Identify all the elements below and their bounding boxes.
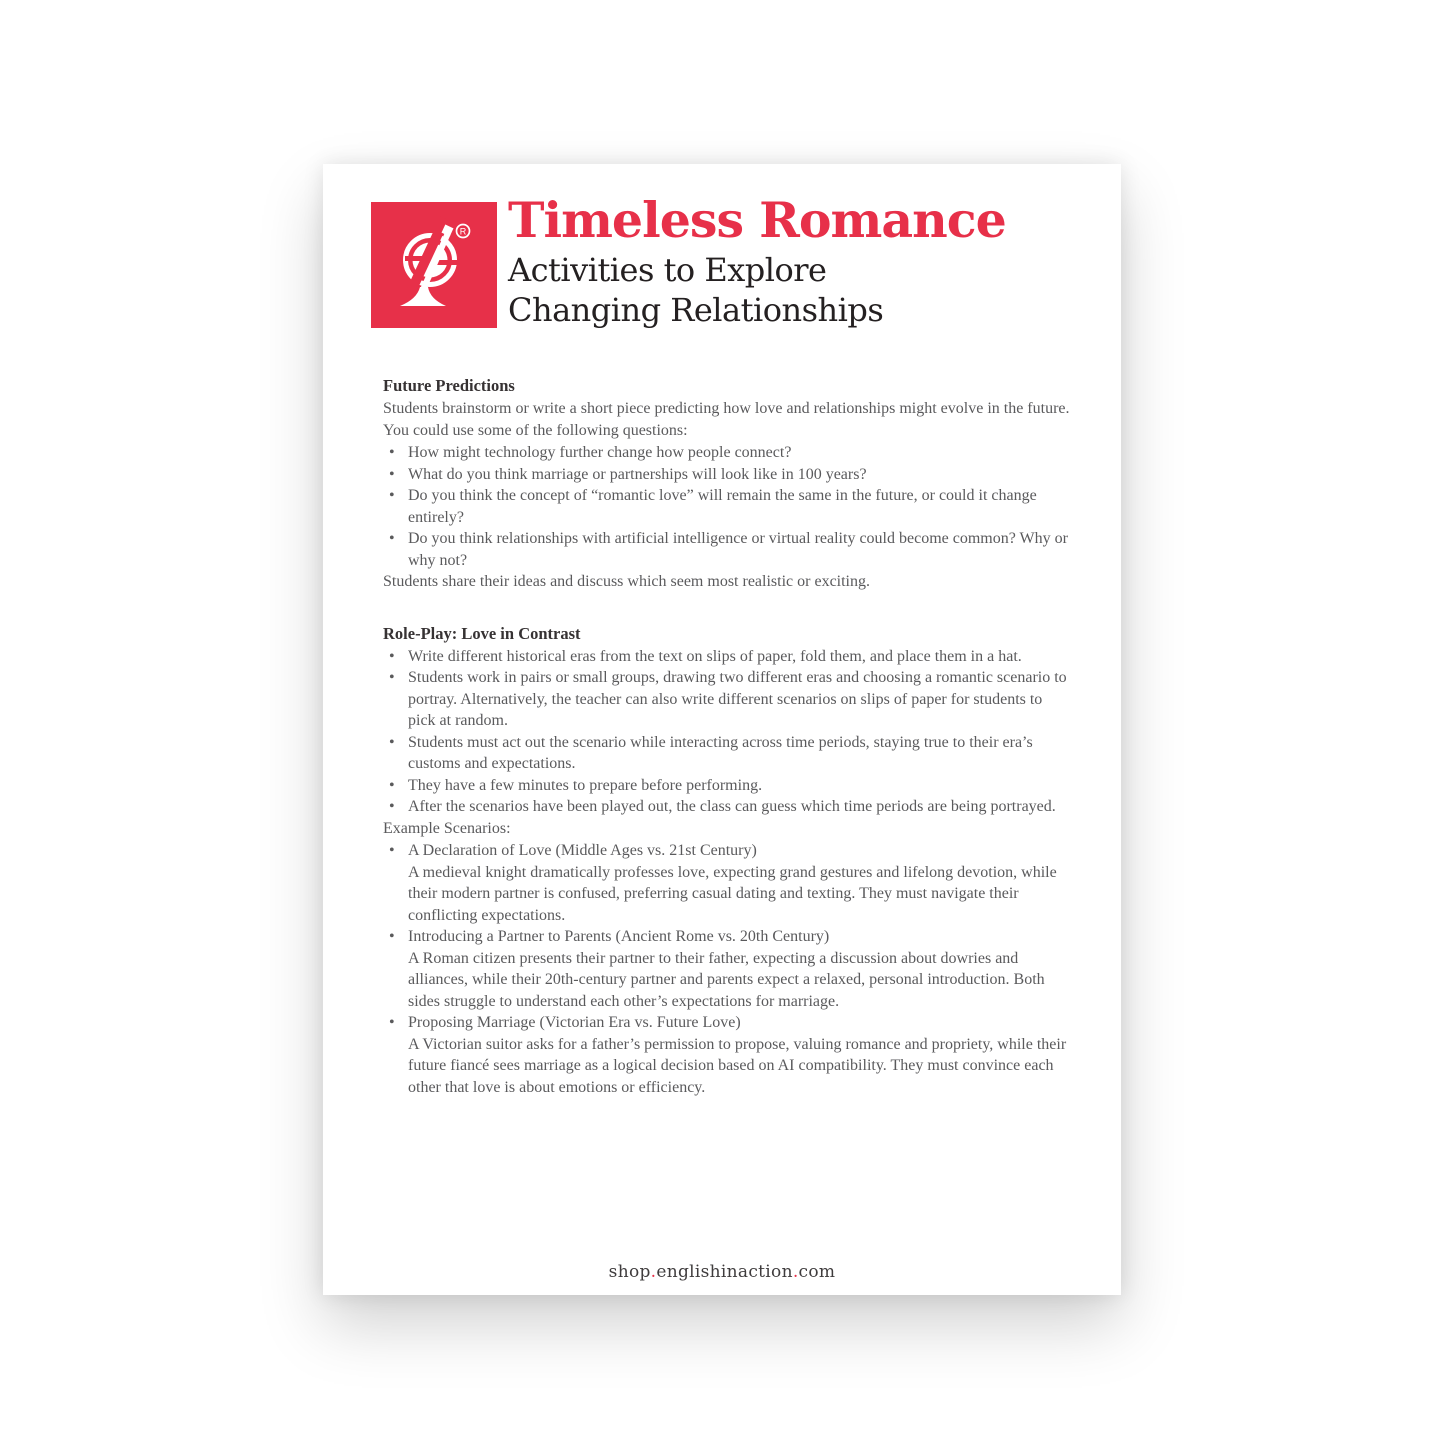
role-play-steps-list	[383, 646, 1073, 818]
globe-pen-logo-icon	[371, 202, 497, 328]
footer-url-domain: englishinaction	[656, 1262, 793, 1282]
page-subtitle	[508, 250, 1088, 330]
scenario-description: A medieval knight dramatically professes love, expecting grand gestures and lifelong devotion, while their modern partner is confused, preferring casual dating and texting. They must navigate their conflicting expectations.	[408, 863, 1057, 924]
footer-dot: .	[792, 1262, 799, 1282]
svg-text:R: R	[459, 226, 467, 237]
section-heading: Future Predictions	[383, 376, 515, 395]
list-item: • Write different historical eras from the text on slips of paper, fold them, and place them in a hat.	[383, 646, 1073, 668]
list-item: • They have a few minutes to prepare before performing.	[383, 775, 1073, 797]
scenario-title: • Proposing Marriage (Victorian Era vs. Future Love)	[408, 1014, 741, 1031]
scenario-item	[383, 840, 1073, 926]
list-item: • After the scenarios have been played out, the class can guess which time periods are being portrayed.	[383, 796, 1073, 818]
document-body	[383, 375, 1073, 1098]
example-scenarios-list	[383, 840, 1073, 1098]
publisher-logo	[371, 202, 497, 328]
registered-trademark-icon	[457, 225, 470, 238]
document-header	[508, 192, 1088, 330]
list-item: • What do you think marriage or partnerships will look like in 100 years?	[383, 464, 1073, 486]
scenario-description: A Victorian suitor asks for a father’s permission to propose, valuing romance and propriety, while their future fiancé sees marriage as a logical decision based on AI compatibility. They must convince each other that love is about emotions or efficiency.	[408, 1035, 1067, 1096]
footer-url-tld: com	[798, 1262, 836, 1282]
section-outro: Students share their ideas and discuss which seem most realistic or exciting.	[383, 573, 870, 590]
scenario-description: A Roman citizen presents their partner to their father, expecting a discussion about dowries and alliances, while their 20th-century partner and parents expect a relaxed, personal introduction. Both sides struggle to understand each other’s expectations for marriage.	[408, 949, 1045, 1010]
scenario-item	[383, 1012, 1073, 1098]
page-subtitle-line1: Activities to Explore	[508, 251, 827, 289]
list-item: • Do you think relationships with artificial intelligence or virtual reality could become common? Why or why not?	[383, 528, 1073, 571]
section-intro: Students brainstorm or write a short piece predicting how love and relationships might evolve in the future. You could use some of the following questions:	[383, 400, 1070, 439]
section-future-predictions	[383, 375, 1073, 593]
footer-dot: .	[650, 1262, 657, 1282]
list-item: • Do you think the concept of “romantic love” will remain the same in the future, or could it change entirely?	[383, 485, 1073, 528]
page-subtitle-line2: Changing Relationships	[508, 291, 884, 329]
list-item: • Students must act out the scenario while interacting across time periods, staying true to their era’s customs and expectations.	[383, 732, 1073, 775]
footer-url-shop: shop	[608, 1262, 651, 1282]
examples-label: Example Scenarios:	[383, 819, 511, 837]
section-role-play	[383, 623, 1073, 1099]
list-item: • Students work in pairs or small groups, drawing two different eras and choosing a romantic scenario to portray. Alternatively, the teacher can also write different scenarios on slips of paper for students to pick at random.	[383, 667, 1073, 732]
scenario-item	[383, 926, 1073, 1012]
section-heading: Role-Play: Love in Contrast	[383, 623, 581, 643]
scenario-title: • A Declaration of Love (Middle Ages vs. 21st Century)	[408, 842, 757, 859]
future-questions-list	[383, 442, 1073, 571]
scenario-title: • Introducing a Partner to Parents (Ancient Rome vs. 20th Century)	[408, 928, 830, 945]
list-item: • How might technology further change how people connect?	[383, 442, 1073, 464]
footer-url	[323, 1261, 1121, 1283]
page-title: Timeless Romance	[508, 191, 1006, 249]
document-page	[323, 164, 1121, 1295]
